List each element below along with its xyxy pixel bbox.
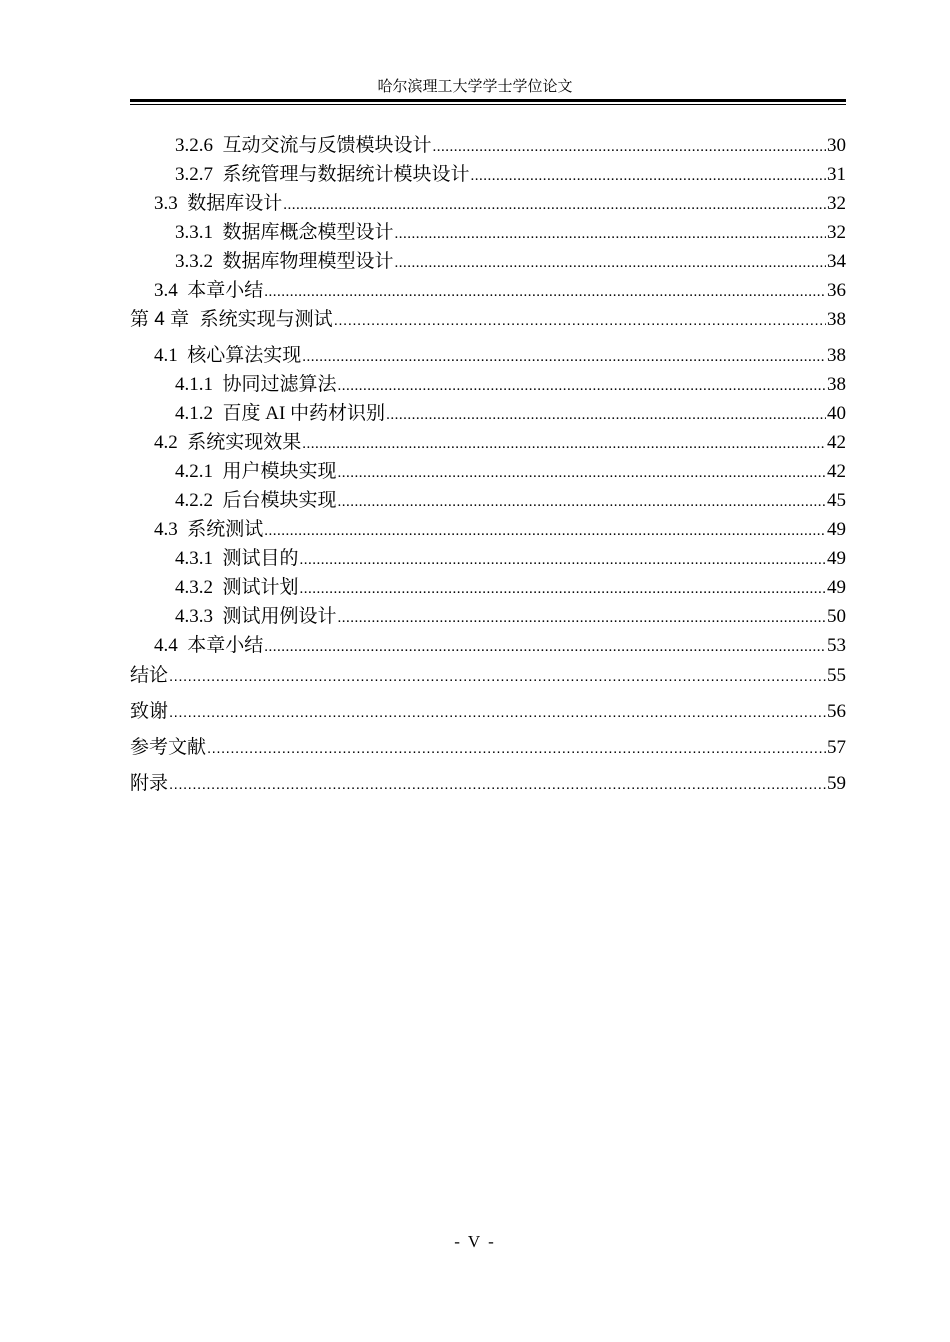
toc-leader-dots	[264, 280, 826, 304]
toc-entry[interactable]	[130, 736, 846, 760]
toc-entry-page: 40	[827, 403, 846, 424]
toc-entry[interactable]	[130, 700, 846, 724]
toc-entry[interactable]	[130, 250, 846, 274]
toc-entry-page: 50	[827, 606, 846, 627]
toc-leader-dots	[395, 222, 826, 246]
toc-entry[interactable]	[130, 344, 846, 368]
toc-entry[interactable]	[130, 221, 846, 245]
toc-entry-title: 3.2.7 系统管理与数据统计模块设计	[175, 164, 470, 185]
toc-leader-dots	[395, 251, 826, 275]
toc-entry-title: 4.2.1 用户模块实现	[175, 461, 337, 482]
toc-leader-dots	[207, 737, 826, 761]
toc-entry[interactable]	[130, 547, 846, 571]
toc-entry[interactable]	[130, 664, 846, 688]
toc-entry-page: 49	[827, 548, 846, 569]
toc-leader-dots	[300, 548, 826, 572]
toc-entry-title: 4.2.2 后台模块实现	[175, 490, 337, 511]
toc-entry-page: 38	[827, 374, 846, 395]
toc-leader-dots	[169, 773, 826, 797]
toc-leader-dots	[302, 432, 826, 456]
toc-entry[interactable]	[130, 134, 846, 158]
toc-leader-dots	[300, 577, 826, 601]
toc-entry-page: 32	[827, 193, 846, 214]
toc-entry-page: 57	[827, 737, 846, 758]
toc-entry[interactable]	[130, 192, 846, 216]
toc-leader-dots	[338, 461, 826, 485]
toc-entry-page: 42	[827, 432, 846, 453]
toc-entry-title: 4.3.3 测试用例设计	[175, 606, 337, 627]
toc-entry-page: 49	[827, 519, 846, 540]
toc-entry-title: 参考文献	[130, 737, 207, 758]
toc-entry-page: 53	[827, 635, 846, 656]
toc-entry-page: 45	[827, 490, 846, 511]
toc-entry-title: 3.2.6 互动交流与反馈模块设计	[175, 135, 432, 156]
toc-entry[interactable]	[130, 308, 846, 332]
header-rule-thin	[130, 104, 846, 105]
header-rule-thick	[130, 99, 846, 102]
toc-entry[interactable]	[130, 576, 846, 600]
toc-entry-page: 38	[827, 345, 846, 366]
toc-entry-title: 4.4 本章小结	[154, 635, 264, 656]
toc-leader-dots	[334, 309, 826, 333]
toc-entry-title: 4.1.1 协同过滤算法	[175, 374, 337, 395]
toc-entry[interactable]	[130, 489, 846, 513]
toc-entry[interactable]	[130, 460, 846, 484]
toc-entry-title: 4.3 系统测试	[154, 519, 264, 540]
toc-entry[interactable]	[130, 518, 846, 542]
toc-entry[interactable]	[130, 431, 846, 455]
toc-entry-page: 42	[827, 461, 846, 482]
toc-entry-title: 第 4 章 系统实现与测试	[130, 309, 333, 330]
toc-entry-page: 30	[827, 135, 846, 156]
toc-leader-dots	[338, 606, 826, 630]
toc-entry-title: 4.3.1 测试目的	[175, 548, 299, 569]
toc-leader-dots	[471, 164, 826, 188]
toc-entry[interactable]	[130, 772, 846, 796]
page-number: - V -	[454, 1232, 496, 1251]
toc-entry-title: 附录	[130, 773, 169, 794]
toc-entry-title: 3.3.1 数据库概念模型设计	[175, 222, 394, 243]
toc-leader-dots	[283, 193, 826, 217]
toc-entry-page: 38	[827, 309, 846, 330]
toc-leader-dots	[338, 490, 826, 514]
toc-leader-dots	[386, 403, 826, 427]
toc-entry-page: 56	[827, 701, 846, 722]
toc-entry-title: 致谢	[130, 701, 169, 722]
toc-entry-page: 36	[827, 280, 846, 301]
toc-leader-dots	[169, 665, 826, 689]
toc-entry-page: 55	[827, 665, 846, 686]
running-header: 哈尔滨理工大学学士学位论文	[377, 79, 573, 95]
toc-entry[interactable]	[130, 402, 846, 426]
toc-leader-dots	[433, 135, 826, 159]
toc-leader-dots	[338, 374, 826, 398]
toc-leader-dots	[169, 701, 826, 725]
toc-entry-title: 4.3.2 测试计划	[175, 577, 299, 598]
toc-entry-title: 4.1 核心算法实现	[154, 345, 302, 366]
toc-entry-page: 59	[827, 773, 846, 794]
toc-entry-title: 3.3.2 数据库物理模型设计	[175, 251, 394, 272]
toc-entry[interactable]	[130, 279, 846, 303]
toc-entry[interactable]	[130, 634, 846, 658]
toc-entry[interactable]	[130, 605, 846, 629]
toc-entry[interactable]	[130, 373, 846, 397]
toc-leader-dots	[264, 635, 826, 659]
toc-entry-title: 结论	[130, 665, 169, 686]
toc-entry-page: 31	[827, 164, 846, 185]
toc-entry-page: 32	[827, 222, 846, 243]
toc-entry-page: 34	[827, 251, 846, 272]
toc-entry-title: 4.2 系统实现效果	[154, 432, 302, 453]
toc-entry[interactable]	[130, 163, 846, 187]
toc-entry-title: 3.4 本章小结	[154, 280, 264, 301]
toc-leader-dots	[302, 345, 826, 369]
toc-entry-page: 49	[827, 577, 846, 598]
toc-entry-title: 3.3 数据库设计	[154, 193, 283, 214]
toc-leader-dots	[264, 519, 826, 543]
toc-entry-title: 4.1.2 百度 AI 中药材识别	[175, 403, 386, 424]
